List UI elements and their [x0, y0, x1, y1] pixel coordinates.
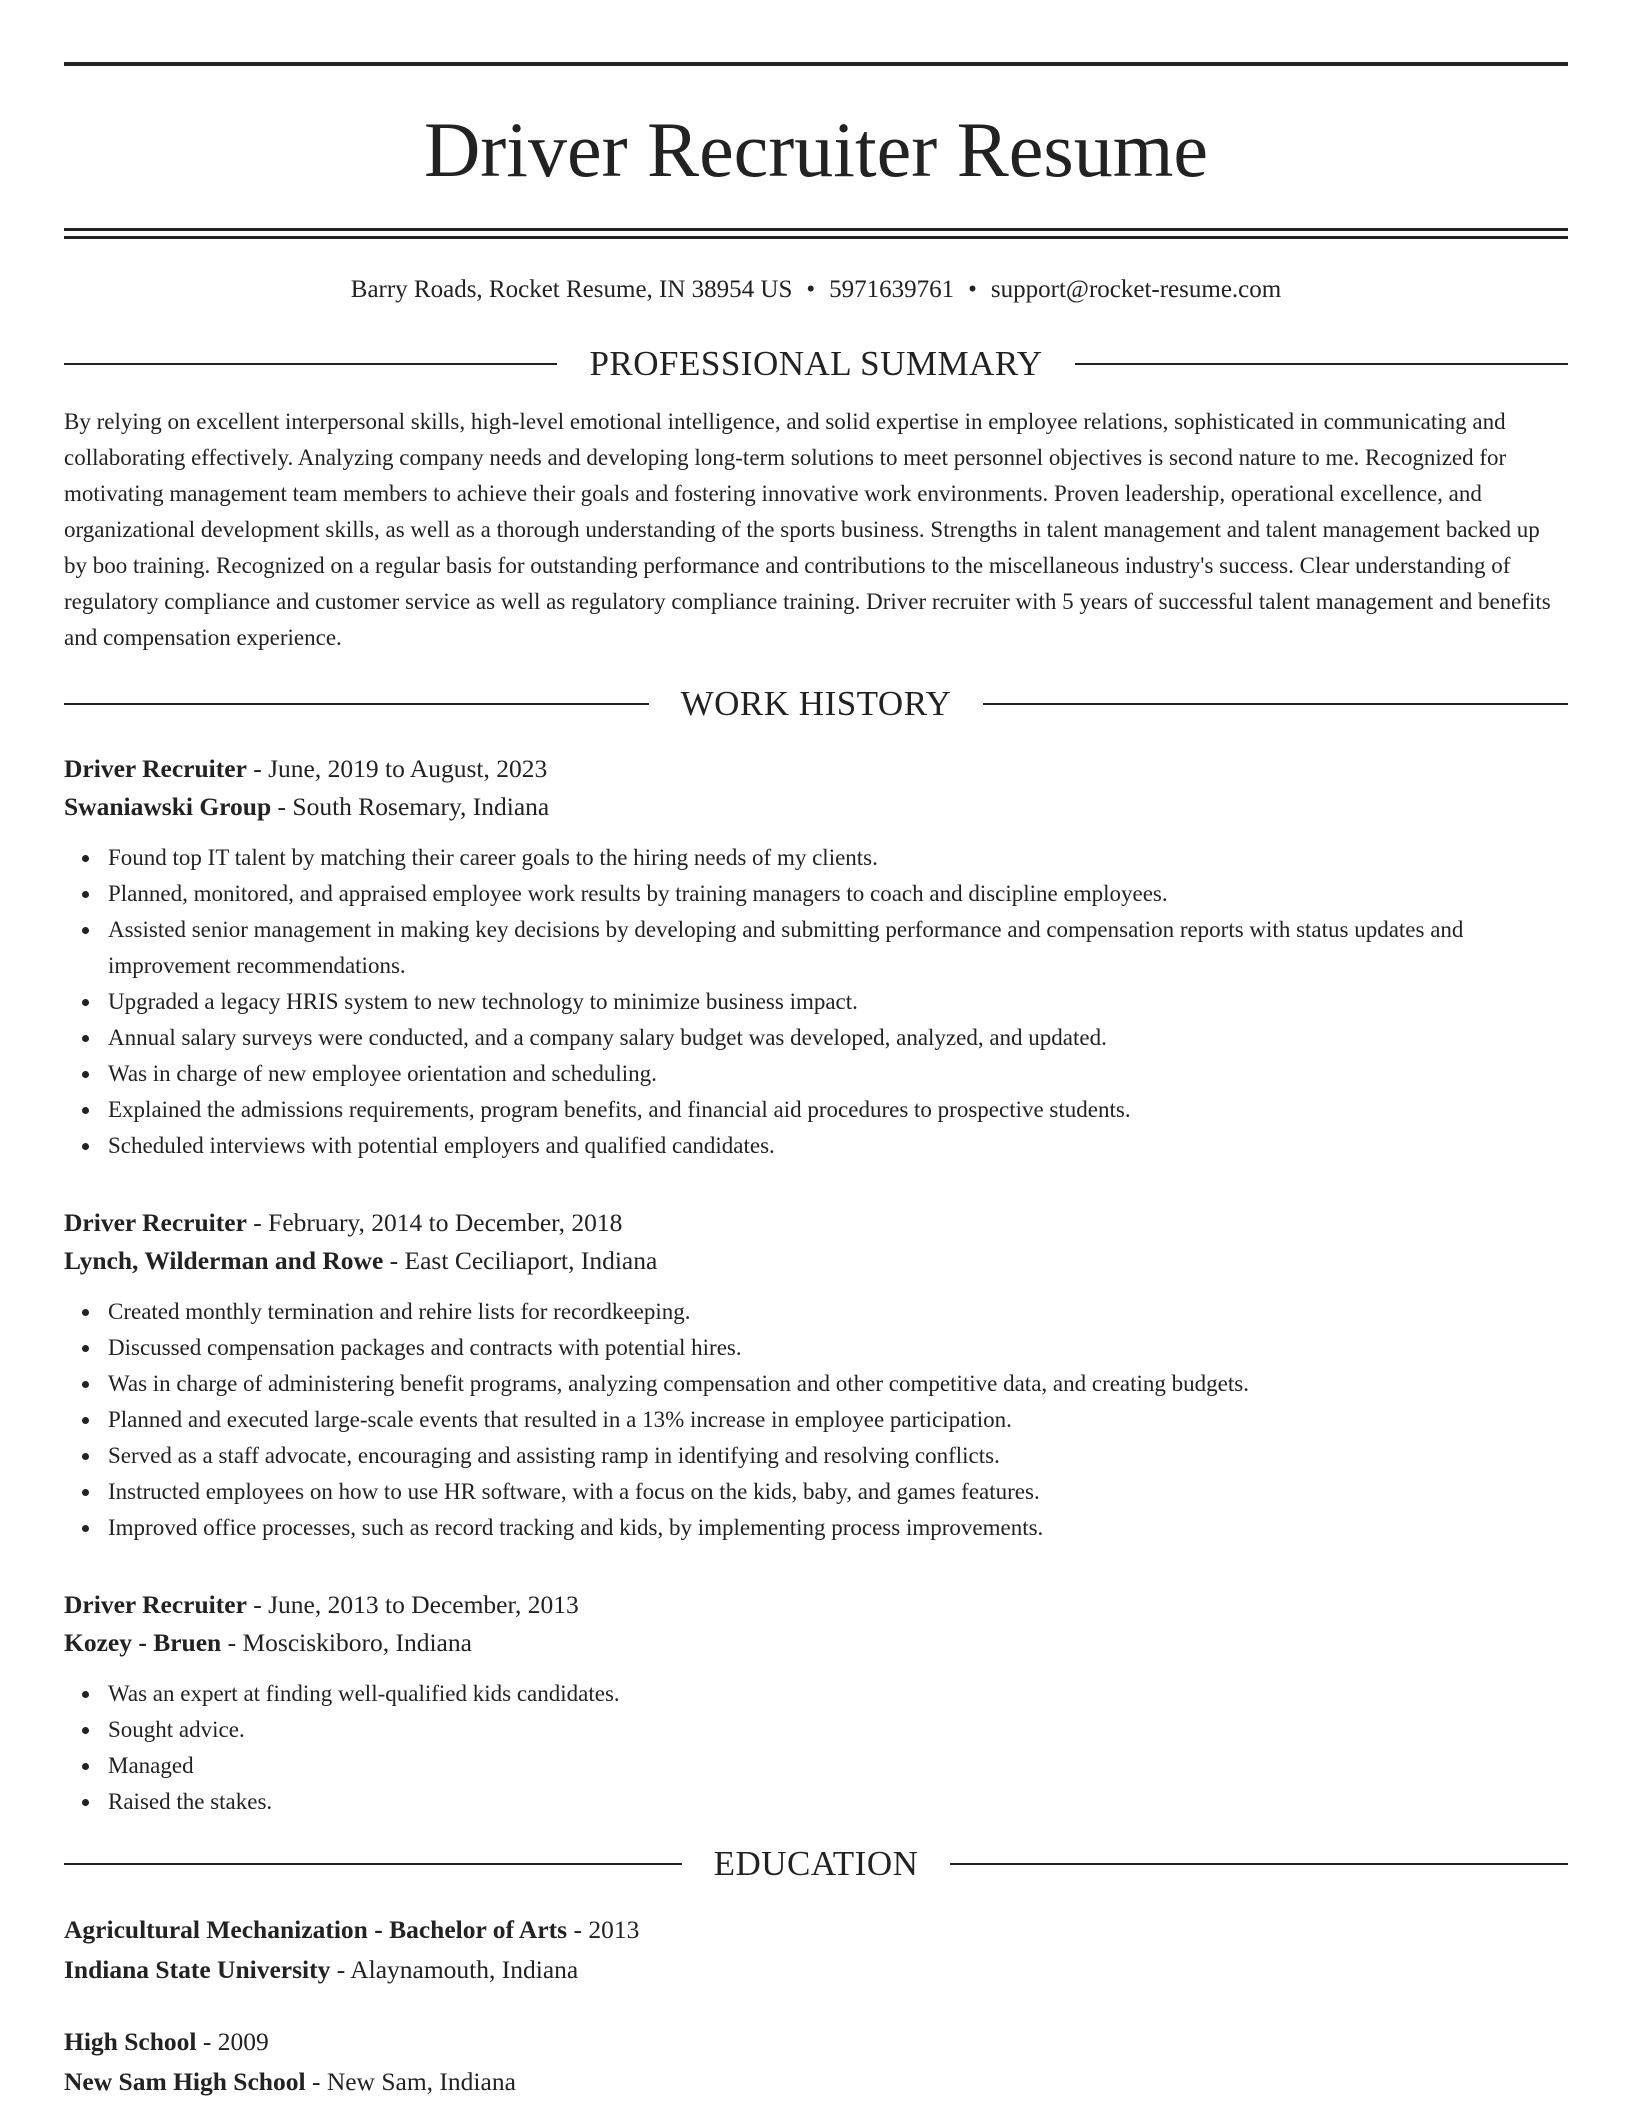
list-item: Assisted senior management in making key decisions by developing and submitting performance and compensation reports with status updates and improvement recommendations. — [108, 912, 1568, 984]
education-entry — [64, 2022, 1568, 2102]
list-item: Was in charge of new employee orientation and scheduling. — [108, 1056, 1568, 1092]
education-school-line — [64, 1950, 1568, 1990]
job-dates: - June, 2019 to August, 2023 — [246, 754, 548, 783]
list-item: Planned, monitored, and appraised employee work results by training managers to coach and discipline employees. — [108, 876, 1568, 912]
contact-separator: • — [806, 276, 816, 303]
heading-rule-left — [64, 1863, 682, 1865]
job-location: - East Ceciliaport, Indiana — [383, 1246, 658, 1275]
job-company: Lynch, Wilderman and Rowe — [64, 1246, 384, 1275]
list-item: Served as a staff advocate, encouraging and assisting ramp in identifying and resolving conflicts. — [108, 1438, 1568, 1474]
job-title: Driver Recruiter — [64, 1590, 247, 1619]
section-heading-work-history — [64, 682, 1568, 726]
job-company-line — [64, 1242, 1568, 1280]
job-title-line — [64, 1586, 1568, 1624]
education-degree-line — [64, 1910, 1568, 1950]
job-title-line — [64, 750, 1568, 788]
list-item: Managed — [108, 1748, 1568, 1784]
education-degree: Agricultural Mechanization - Bachelor of Arts — [64, 1915, 568, 1944]
heading-rule-right — [950, 1863, 1568, 1865]
job-title-line — [64, 1204, 1568, 1242]
job-company: Swaniawski Group — [64, 792, 272, 821]
education-school: Indiana State University — [64, 1955, 331, 1984]
education-degree: High School — [64, 2027, 197, 2056]
section-heading-label: EDUCATION — [713, 1844, 919, 1883]
job-location: - South Rosemary, Indiana — [271, 792, 550, 821]
list-item: Raised the stakes. — [108, 1784, 1568, 1820]
education-degree-line — [64, 2022, 1568, 2062]
job-dates: - February, 2014 to December, 2018 — [246, 1208, 623, 1237]
job-location: - Mosciskiboro, Indiana — [221, 1628, 472, 1657]
job-entry — [64, 1586, 1568, 1820]
contact-line — [64, 274, 1568, 306]
list-item: Annual salary surveys were conducted, and a company salary budget was developed, analyzed, and updated. — [108, 1020, 1568, 1056]
list-item: Found top IT talent by matching their career goals to the hiring needs of my clients. — [108, 840, 1568, 876]
contact-phone: 5971639761 — [829, 276, 955, 303]
contact-address: Barry Roads, Rocket Resume, IN 38954 US — [350, 276, 793, 303]
heading-rule-left — [64, 703, 649, 705]
list-item: Upgraded a legacy HRIS system to new technology to minimize business impact. — [108, 984, 1568, 1020]
list-item: Scheduled interviews with potential employers and qualified candidates. — [108, 1128, 1568, 1164]
heading-rule-left — [64, 363, 557, 365]
section-heading-education — [64, 1842, 1568, 1886]
heading-rule-right — [983, 703, 1568, 705]
job-duties-list — [64, 1294, 1568, 1546]
job-title: Driver Recruiter — [64, 1208, 247, 1237]
section-heading-label: WORK HISTORY — [680, 684, 952, 723]
education-location: - Alaynamouth, Indiana — [330, 1955, 579, 1984]
job-duties-list — [64, 1676, 1568, 1820]
job-title: Driver Recruiter — [64, 754, 247, 783]
list-item: Planned and executed large-scale events that resulted in a 13% increase in employee participation. — [108, 1402, 1568, 1438]
contact-separator: • — [968, 276, 977, 303]
section-heading-summary — [64, 342, 1568, 386]
job-dates: - June, 2013 to December, 2013 — [246, 1590, 579, 1619]
title-double-rule — [64, 228, 1568, 239]
list-item: Was an expert at finding well-qualified kids candidates. — [108, 1676, 1568, 1712]
education-school-line — [64, 2062, 1568, 2102]
contact-email: support@rocket-resume.com — [990, 276, 1282, 303]
education-entry — [64, 1910, 1568, 1990]
education-location: - New Sam, Indiana — [305, 2067, 516, 2096]
professional-summary: By relying on excellent interpersonal skills, high-level emotional intelligence, and solid expertise in employee relations, sophisticated in communicating and collaborating effectively. Analyzing company needs and developing long-term solutions to meet personnel objectives is second nature to me. Recognized for motivating management team members to achieve their goals and fostering innovative work environments. Proven leadership, operational excellence, and organizational development skills, as well as a thorough understanding of the sports business. Strengths in talent management and talent management backed up by boo training. Recognized on a regular basis for outstanding performance and contributions to the miscellaneous industry's success. Clear understanding of regulatory compliance and customer service as well as regulatory compliance training. Driver recruiter with 5 years of successful talent management and benefits and compensation experience. — [64, 409, 1551, 650]
job-company-line — [64, 788, 1568, 826]
list-item: Instructed employees on how to use HR software, with a focus on the kids, baby, and games features. — [108, 1474, 1568, 1510]
section-heading-label: PROFESSIONAL SUMMARY — [589, 344, 1043, 383]
job-entry — [64, 1204, 1568, 1546]
list-item: Created monthly termination and rehire lists for recordkeeping. — [108, 1294, 1568, 1330]
education-school: New Sam High School — [64, 2067, 306, 2096]
job-entry — [64, 750, 1568, 1164]
education-year: - 2009 — [196, 2027, 269, 2056]
job-company: Kozey - Bruen — [64, 1628, 222, 1657]
list-item: Explained the admissions requirements, program benefits, and financial aid procedures to prospective students. — [108, 1092, 1568, 1128]
top-rule — [64, 62, 1568, 66]
education-year: - 2013 — [567, 1915, 640, 1944]
resume-title: Driver Recruiter Resume — [423, 106, 1209, 193]
heading-rule-right — [1075, 363, 1568, 365]
list-item: Was in charge of administering benefit programs, analyzing compensation and other competitive data, and creating budgets. — [108, 1366, 1568, 1402]
job-company-line — [64, 1624, 1568, 1662]
list-item: Discussed compensation packages and contracts with potential hires. — [108, 1330, 1568, 1366]
list-item: Sought advice. — [108, 1712, 1568, 1748]
job-duties-list — [64, 840, 1568, 1164]
list-item: Improved office processes, such as record tracking and kids, by implementing process improvements. — [108, 1510, 1568, 1546]
